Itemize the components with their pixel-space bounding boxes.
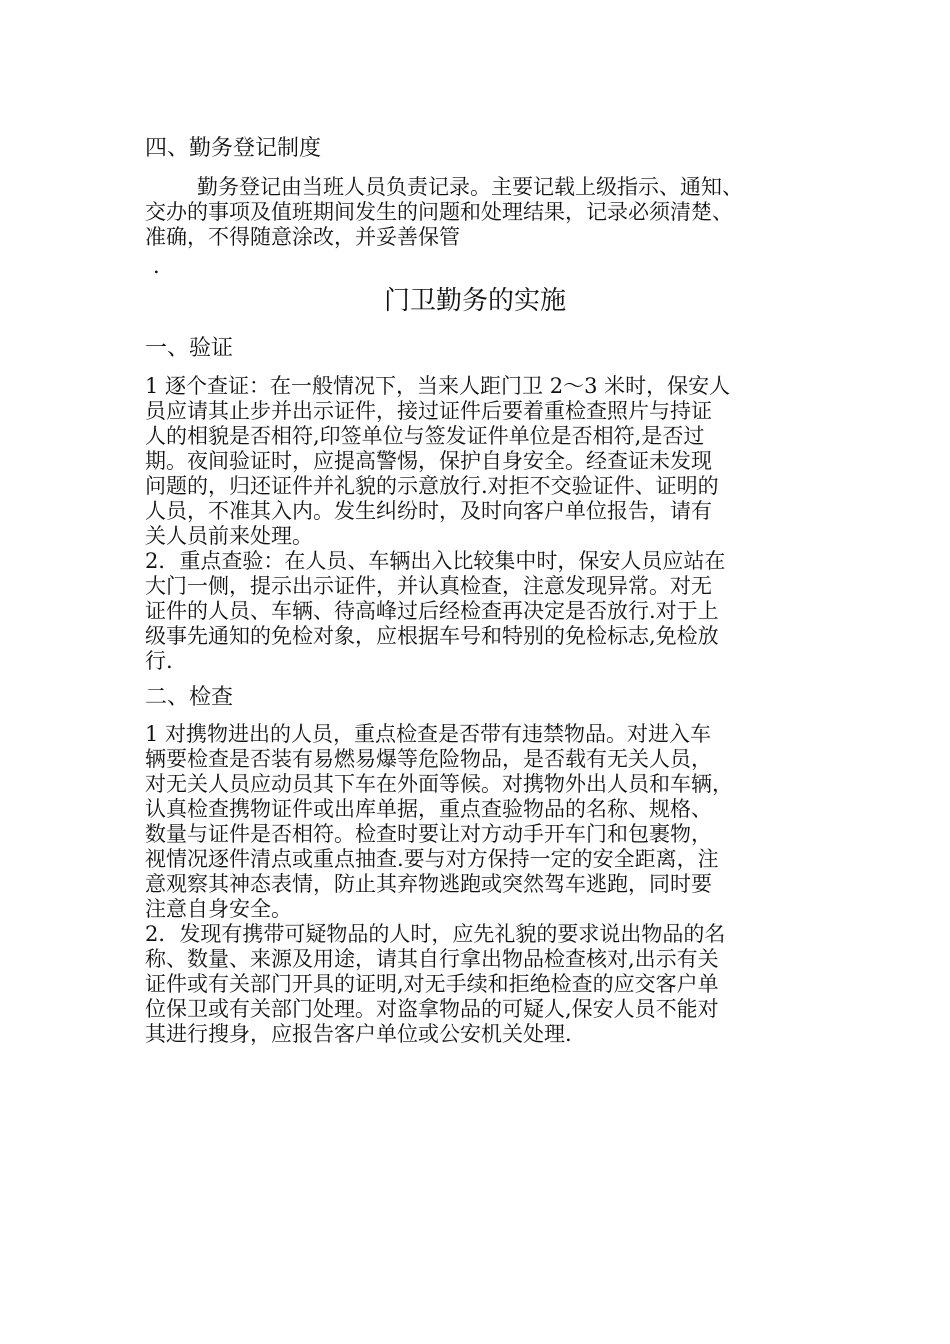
trailing-dot: .	[153, 254, 160, 278]
paragraph-line: 人员，不准其入内。发生纠纷时，及时向客户单位报告，请有	[145, 499, 712, 523]
paragraph-line: 1 对携物进出的人员，重点检查是否带有违禁物品。对进入车	[145, 722, 712, 746]
paragraph-line: 级事先通知的免检对象，应根据车号和特别的免检标志,免检放	[145, 624, 719, 648]
paragraph-line: 其进行搜身，应报告客户单位或公安机关处理.	[145, 1022, 572, 1046]
section-heading-verification: 一、验证	[145, 336, 234, 361]
paragraph-line: 证件或有关部门开具的证明,对无手续和拒绝检查的应交客户单	[145, 972, 719, 996]
paragraph-line: 证件的人员、车辆、待高峰过后经检查再决定是否放行.对于上	[145, 599, 719, 623]
paragraph-line: 人的相貌是否相符,印签单位与签发证件单位是否相符,是否过	[145, 424, 705, 448]
paragraph-line: 交办的事项及值班期间发生的问题和处理结果，记录必须清楚、	[145, 200, 733, 224]
paragraph-line: 2．发现有携带可疑物品的人时，应先礼貌的要求说出物品的名	[145, 922, 726, 946]
verification-paragraph-2	[145, 549, 810, 674]
paragraph-line: 行.	[145, 649, 173, 673]
main-title: 门卫勤务的实施	[383, 286, 566, 316]
section-heading-duty-registration: 四、勤务登记制度	[145, 136, 322, 161]
inspection-paragraph-1	[145, 722, 810, 922]
paragraph-line: 期。夜间验证时，应提高警惕，保护自身安全。经查证未发现	[145, 449, 712, 473]
duty-registration-paragraph	[145, 175, 810, 250]
paragraph-line: 大门一侧，提示出示证件，并认真检查，注意发现异常。对无	[145, 574, 712, 598]
paragraph-line: 员应请其止步并出示证件，接过证件后要着重检查照片与持证	[145, 399, 712, 423]
paragraph-line: 对无关人员应动员其下车在外面等候。对携物外出人员和车辆，	[145, 772, 733, 796]
paragraph-line: 准确，不得随意涂改，并妥善保管	[145, 225, 460, 249]
paragraph-line: 意观察其神态表情，防止其弃物逃跑或突然驾车逃跑，同时要	[145, 872, 712, 896]
paragraph-line: 关人员前来处理。	[145, 524, 313, 548]
paragraph-line: 视情况逐件清点或重点抽查.要与对方保持一定的安全距离，注	[145, 847, 719, 871]
paragraph-line: 辆要检查是否装有易燃易爆等危险物品，是否载有无关人员，	[145, 747, 712, 771]
paragraph-line: 位保卫或有关部门处理。对盗拿物品的可疑人,保安人员不能对	[145, 997, 719, 1021]
paragraph-line: 问题的，归还证件并礼貌的示意放行.对拒不交验证件、证明的	[145, 474, 719, 498]
paragraph-line: 1 逐个查证：在一般情况下，当来人距门卫 2～3 米时，保安人	[145, 374, 731, 398]
paragraph-line: 称、数量、来源及用途，请其自行拿出物品检查核对,出示有关	[145, 947, 719, 971]
inspection-paragraph-2	[145, 922, 810, 1047]
verification-paragraph-1	[145, 374, 810, 549]
paragraph-line: 勤务登记由当班人员负责记录。主要记载上级指示、通知、	[197, 175, 743, 199]
paragraph-line: 注意自身安全。	[145, 897, 292, 921]
paragraph-line: 认真检查携物证件或出库单据，重点查验物品的名称、规格、	[145, 797, 712, 821]
section-heading-inspection: 二、检查	[145, 685, 234, 710]
paragraph-line: 数量与证件是否相符。检查时要让对方动手开车门和包裹物，	[145, 822, 712, 846]
paragraph-line: 2．重点查验：在人员、车辆出入比较集中时，保安人员应站在	[145, 549, 726, 573]
